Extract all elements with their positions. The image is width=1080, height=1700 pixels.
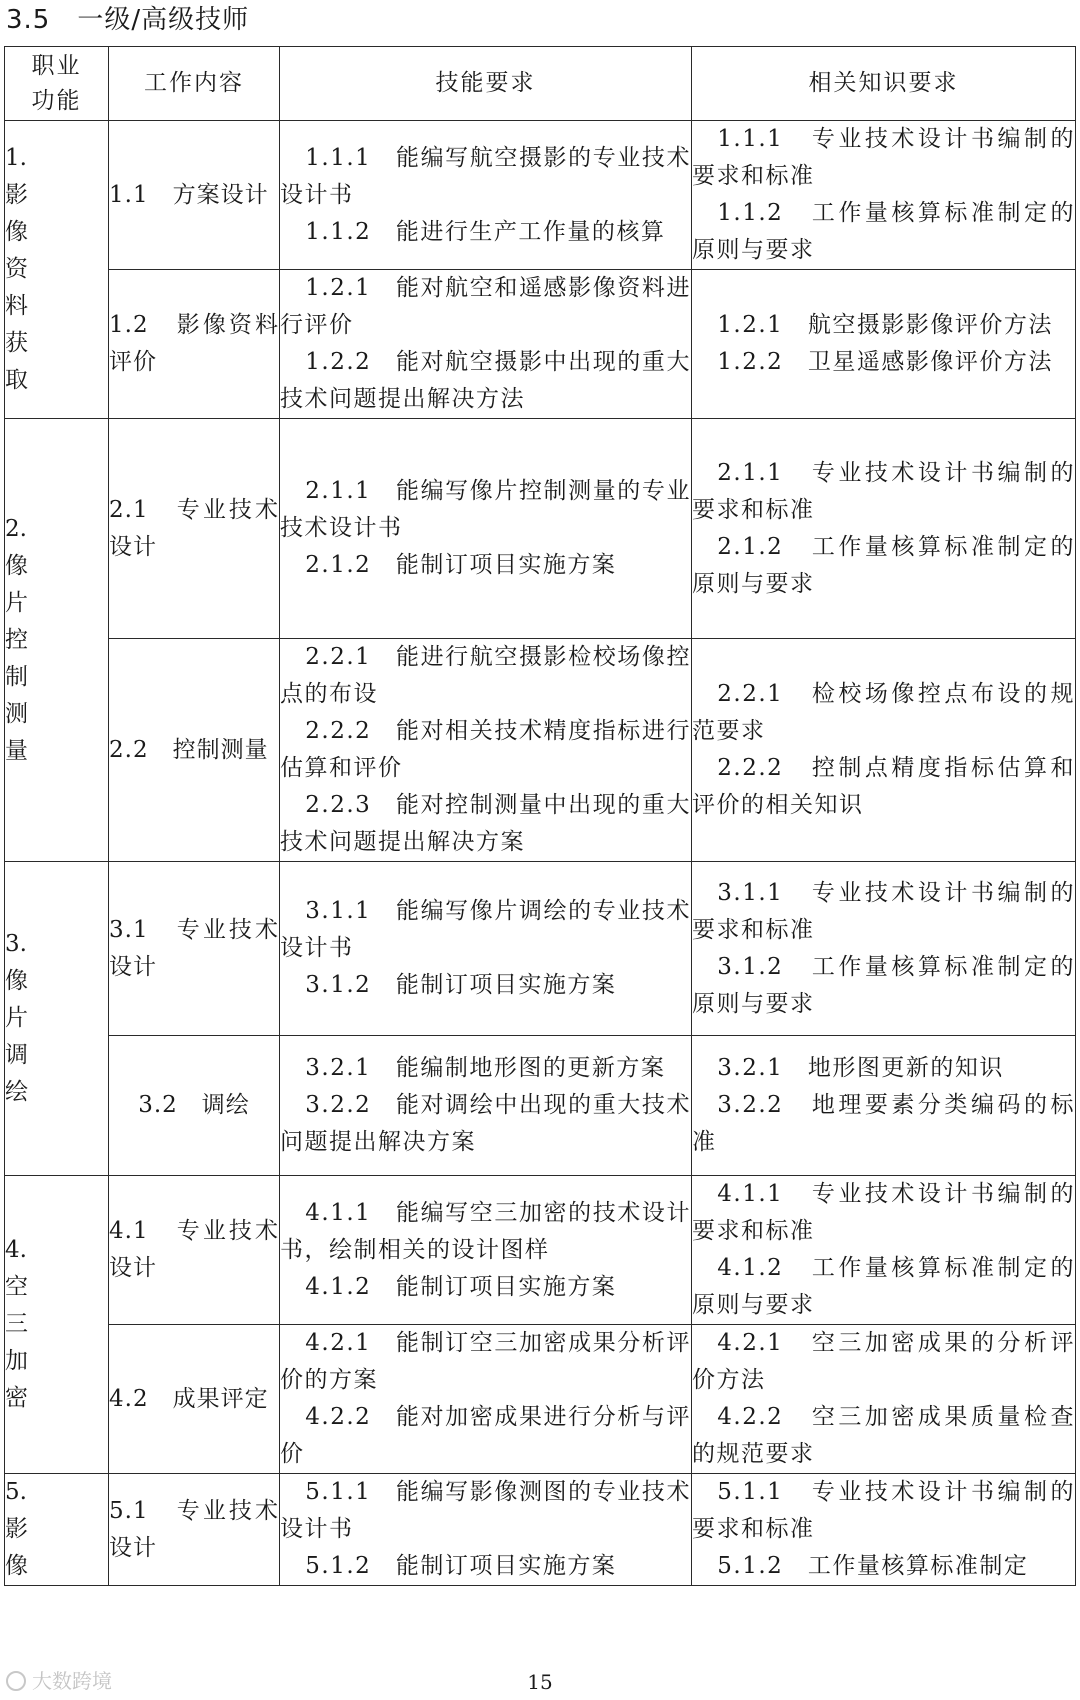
table-row bbox=[5, 121, 1076, 270]
work-content-cell: 2.1 专业技术设计 bbox=[109, 419, 280, 639]
work-content-cell: 1.1 方案设计 bbox=[109, 121, 280, 270]
skill-cell bbox=[280, 1176, 692, 1325]
table-row bbox=[5, 639, 1076, 862]
header-function: 职业 功能 bbox=[5, 47, 109, 121]
skill-item: 1.2.1 能对航空和遥感影像资料进行评价 bbox=[280, 275, 691, 338]
skill-item: 2.1.1 能编写像片控制测量的专业技术设计书 bbox=[280, 478, 691, 541]
skill-cell bbox=[280, 1325, 692, 1474]
table-row bbox=[5, 270, 1076, 419]
skill-cell bbox=[280, 121, 692, 270]
knowledge-item: 3.1.2 工作量核算标准制定的原则与要求 bbox=[692, 953, 1075, 1017]
table-row bbox=[5, 1176, 1076, 1325]
work-content-cell: 1.2 影像资料评价 bbox=[109, 270, 280, 419]
work-content-cell: 2.2 控制测量 bbox=[109, 639, 280, 862]
skill-cell bbox=[280, 1474, 692, 1586]
skill-item: 2.2.2 能对相关技术精度指标进行估算和评价 bbox=[280, 718, 691, 781]
skill-item: 4.2.1 能制订空三加密成果分析评价的方案 bbox=[280, 1330, 691, 1393]
skill-item: 1.1.1 能编写航空摄影的专业技术设计书 bbox=[280, 144, 691, 208]
table-row bbox=[5, 1474, 1076, 1586]
skill-item: 2.1.2 能制订项目实施方案 bbox=[305, 552, 617, 578]
knowledge-cell bbox=[692, 121, 1076, 270]
knowledge-cell bbox=[692, 1036, 1076, 1176]
knowledge-item: 3.2.1 地形图更新的知识 bbox=[717, 1055, 1004, 1081]
skill-item: 4.2.2 能对加密成果进行分析与评价 bbox=[280, 1404, 691, 1467]
skill-item: 3.1.2 能制订项目实施方案 bbox=[305, 972, 617, 998]
knowledge-item: 2.1.1 专业技术设计书编制的要求和标准 bbox=[692, 459, 1075, 523]
knowledge-item: 2.2.2 控制点精度指标估算和评价的相关知识 bbox=[692, 755, 1075, 818]
skill-cell bbox=[280, 1036, 692, 1176]
watermark: 大数跨境 bbox=[6, 1668, 112, 1694]
table-row bbox=[5, 1325, 1076, 1474]
work-content-cell: 3.2 调绘 bbox=[109, 1036, 280, 1176]
knowledge-item: 1.2.2 卫星遥感影像评价方法 bbox=[717, 349, 1053, 375]
knowledge-cell bbox=[692, 1474, 1076, 1586]
skill-cell bbox=[280, 639, 692, 862]
work-content-cell: 5.1 专业技术设计 bbox=[109, 1474, 280, 1586]
knowledge-item: 3.2.2 地理要素分类编码的标准 bbox=[692, 1092, 1075, 1155]
knowledge-cell bbox=[692, 1325, 1076, 1474]
knowledge-item: 4.1.2 工作量核算标准制定的原则与要求 bbox=[692, 1255, 1075, 1318]
knowledge-item: 5.1.2 工作量核算标准制定 bbox=[717, 1553, 1029, 1579]
skill-item: 2.2.3 能对控制测量中出现的重大技术问题提出解决方案 bbox=[280, 792, 691, 855]
header-knowledge: 相关知识要求 bbox=[692, 47, 1076, 121]
header-work-content: 工作内容 bbox=[109, 47, 280, 121]
knowledge-cell bbox=[692, 639, 1076, 862]
skill-cell bbox=[280, 419, 692, 639]
skill-item: 4.1.2 能制订项目实施方案 bbox=[305, 1273, 617, 1300]
knowledge-item: 4.2.2 空三加密成果质量检查的规范要求 bbox=[692, 1404, 1075, 1467]
function-cell: 3. 像 片 调 绘 bbox=[5, 862, 109, 1176]
work-content-cell: 4.2 成果评定 bbox=[109, 1325, 280, 1474]
skill-item: 4.1.1 能编写空三加密的技术设计书，绘制相关的设计图样 bbox=[280, 1199, 691, 1263]
skill-item: 5.1.2 能制订项目实施方案 bbox=[305, 1553, 617, 1579]
knowledge-item: 4.2.1 空三加密成果的分析评价方法 bbox=[692, 1330, 1075, 1393]
skill-item: 3.1.1 能编写像片调绘的专业技术设计书 bbox=[280, 898, 691, 961]
knowledge-item: 2.1.2 工作量核算标准制定的原则与要求 bbox=[692, 533, 1075, 597]
knowledge-item: 1.1.1 专业技术设计书编制的要求和标准 bbox=[692, 126, 1075, 189]
function-cell: 5. 影 像 bbox=[5, 1474, 109, 1586]
knowledge-cell bbox=[692, 270, 1076, 419]
table-row bbox=[5, 1036, 1076, 1176]
skill-item: 5.1.1 能编写影像测图的专业技术设计书 bbox=[280, 1479, 691, 1542]
table-row bbox=[5, 419, 1076, 639]
table-row bbox=[5, 862, 1076, 1036]
knowledge-cell bbox=[692, 419, 1076, 639]
knowledge-cell bbox=[692, 1176, 1076, 1325]
table-body bbox=[5, 121, 1076, 1586]
knowledge-item: 4.1.1 专业技术设计书编制的要求和标准 bbox=[692, 1181, 1075, 1244]
table-header-row bbox=[5, 47, 1076, 121]
section-title: 3.5 一级/高级技师 bbox=[6, 5, 250, 35]
knowledge-item: 1.2.1 航空摄影影像评价方法 bbox=[717, 312, 1053, 338]
function-cell: 2. 像 片 控 制 测 量 bbox=[5, 419, 109, 862]
skill-item: 3.2.2 能对调绘中出现的重大技术问题提出解决方案 bbox=[280, 1092, 691, 1155]
skill-item: 1.2.2 能对航空摄影中出现的重大技术问题提出解决方法 bbox=[280, 349, 691, 412]
page-number: 15 bbox=[527, 1670, 553, 1694]
skill-item: 2.2.1 能进行航空摄影检校场像控点的布设 bbox=[280, 644, 691, 707]
header-skill: 技能要求 bbox=[280, 47, 692, 121]
knowledge-cell bbox=[692, 862, 1076, 1036]
skill-cell bbox=[280, 270, 692, 419]
skill-item: 1.1.2 能进行生产工作量的核算 bbox=[305, 218, 666, 245]
knowledge-item: 3.1.1 专业技术设计书编制的要求和标准 bbox=[692, 879, 1075, 943]
work-content-cell: 3.1 专业技术设计 bbox=[109, 862, 280, 1036]
knowledge-item: 2.2.1 检校场像控点布设的规范要求 bbox=[692, 681, 1075, 744]
function-cell: 1. 影 像 资 料 获 取 bbox=[5, 121, 109, 419]
knowledge-item: 5.1.1 专业技术设计书编制的要求和标准 bbox=[692, 1479, 1075, 1542]
skill-item: 3.2.1 能编制地形图的更新方案 bbox=[305, 1055, 666, 1081]
function-cell: 4. 空 三 加 密 bbox=[5, 1176, 109, 1474]
skill-requirements-table bbox=[4, 46, 1076, 1586]
knowledge-item: 1.1.2 工作量核算标准制定的原则与要求 bbox=[692, 200, 1075, 263]
work-content-cell: 4.1 专业技术设计 bbox=[109, 1176, 280, 1325]
skill-cell bbox=[280, 862, 692, 1036]
